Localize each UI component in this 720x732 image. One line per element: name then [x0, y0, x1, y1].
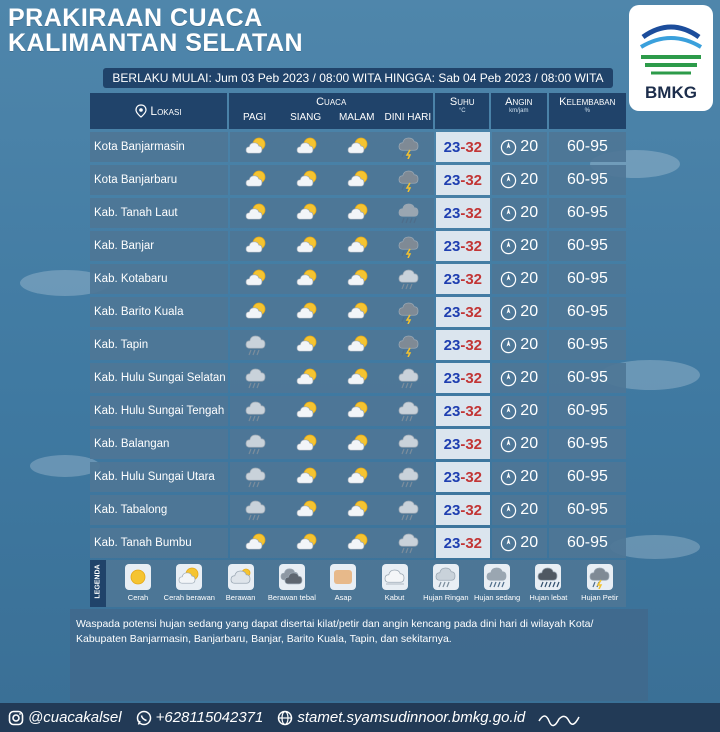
hujan-ringan-icon: [230, 429, 281, 459]
legend-item: [420, 564, 472, 602]
compass-icon: [500, 337, 517, 354]
cerah-berawan-icon: [230, 132, 281, 162]
table-row: [90, 297, 626, 327]
hujan-petir-icon: [383, 297, 434, 327]
hujan-ringan-icon: [230, 363, 281, 393]
location-name: Kab. Hulu Sungai Selatan: [90, 363, 228, 393]
cerah-berawan-icon: [281, 363, 332, 393]
temperature: 23 - 32: [436, 396, 489, 426]
humidity: 60-95: [549, 528, 626, 558]
cerah-berawan-icon: [281, 297, 332, 327]
temp-max: 32: [465, 468, 482, 486]
compass-icon: [500, 205, 517, 222]
temperature: 23 - 32: [436, 363, 489, 393]
hujan-ringan-icon: [383, 363, 434, 393]
whatsapp-number: +628115042371: [155, 709, 264, 726]
temp-min: 23: [443, 270, 461, 288]
validity-period: BERLAKU MULAI: Jum 03 Peb 2023 / 08:00 WITA HINGGA: Sab 04 Peb 2023 / 08:00 WITA: [103, 68, 613, 88]
legend-label: Hujan Ringan: [423, 593, 469, 602]
wind-speed: 20: [520, 204, 539, 221]
cerah-berawan-icon: [230, 231, 281, 261]
table-row: [90, 495, 626, 525]
wind: [492, 264, 547, 294]
header-cuaca: [229, 93, 433, 129]
location-name: Kab. Tanah Laut: [90, 198, 228, 228]
compass-icon: [500, 271, 517, 288]
header-lokasi: [90, 93, 227, 129]
wind: [492, 165, 547, 195]
hujan-sedang-icon: [484, 564, 510, 590]
humidity: 60-95: [549, 132, 626, 162]
temp-min: 23: [443, 171, 461, 189]
weather-cells: [230, 198, 434, 228]
wind: [492, 528, 547, 558]
wind: [492, 363, 547, 393]
bmkg-emblem-icon: [629, 5, 713, 85]
kabut-icon: [382, 564, 408, 590]
weather-cells: [230, 231, 434, 261]
cerah-berawan-icon: [230, 528, 281, 558]
wind-speed: 20: [520, 171, 539, 188]
cerah-berawan-icon: [281, 528, 332, 558]
header-lokasi-label: Lokasi: [150, 104, 182, 118]
cerah-berawan-icon: [332, 528, 383, 558]
wind-speed: 20: [520, 303, 539, 320]
header-kelembaban-unit: %: [584, 108, 590, 114]
hujan-ringan-icon: [383, 495, 434, 525]
temp-min: 23: [443, 501, 461, 519]
cerah-berawan-icon: [332, 198, 383, 228]
hujan-petir-icon: [383, 165, 434, 195]
header-cuaca-label: Cuaca: [316, 96, 347, 108]
compass-icon: [500, 139, 517, 156]
humidity: 60-95: [549, 165, 626, 195]
title-line-1: PRAKIRAAN CUACA: [8, 4, 263, 32]
humidity: 60-95: [549, 297, 626, 327]
temp-max: 32: [465, 138, 482, 156]
cerah-icon: [125, 564, 151, 590]
wind: [492, 330, 547, 360]
weather-cells: [230, 528, 434, 558]
weather-cells: [230, 396, 434, 426]
header-period-pagi: PAGI: [242, 112, 267, 123]
table-row: [90, 165, 626, 195]
wind: [492, 495, 547, 525]
temp-max: 32: [465, 501, 482, 519]
cerah-berawan-icon: [332, 495, 383, 525]
temp-min: 23: [443, 435, 461, 453]
wind-speed: 20: [520, 369, 539, 386]
wind: [492, 462, 547, 492]
wind: [492, 231, 547, 261]
table-header: [90, 93, 626, 129]
legend-tag: LEGENDA: [90, 560, 106, 607]
instagram-handle: @cuacakalsel: [28, 709, 122, 726]
legend-label: Kabut: [384, 593, 405, 602]
temperature: 23 - 32: [436, 264, 489, 294]
asap-icon: [330, 564, 356, 590]
temperature: 23 - 32: [436, 297, 489, 327]
header-angin-unit: km/jam: [509, 108, 529, 114]
compass-icon: [500, 502, 517, 519]
humidity: 60-95: [549, 231, 626, 261]
location-name: Kab. Banjar: [90, 231, 228, 261]
footer: [0, 703, 720, 732]
temp-max: 32: [465, 270, 482, 288]
wind-speed: 20: [520, 468, 539, 485]
hujan-petir-icon: [587, 564, 613, 590]
table-row: [90, 396, 626, 426]
weather-cells: [230, 363, 434, 393]
hujan-petir-icon: [383, 330, 434, 360]
cerah-berawan-icon: [230, 297, 281, 327]
hujan-ringan-icon: [230, 495, 281, 525]
forecast-table: [90, 93, 626, 558]
cerah-berawan-icon: [281, 330, 332, 360]
temperature: 23 - 32: [436, 132, 489, 162]
hujan-ringan-icon: [383, 396, 434, 426]
globe-icon: [277, 710, 293, 726]
table-row: [90, 132, 626, 162]
header-kelembaban-label: Kelembaban: [559, 96, 616, 108]
hujan-lebat-icon: [535, 564, 561, 590]
legend-label: Asap: [334, 593, 352, 602]
humidity: 60-95: [549, 396, 626, 426]
weather-cells: [230, 264, 434, 294]
temp-min: 23: [443, 468, 461, 486]
weather-cells: [230, 495, 434, 525]
legend-label: Cerah berawan: [163, 593, 215, 602]
table-row: [90, 198, 626, 228]
legend-item: [369, 564, 421, 602]
signature-icon: [537, 709, 581, 727]
wind-speed: 20: [520, 534, 539, 551]
hujan-ringan-icon: [230, 462, 281, 492]
location-name: Kab. Hulu Sungai Utara: [90, 462, 228, 492]
legend-item: [471, 564, 523, 602]
hujan-ringan-icon: [383, 264, 434, 294]
compass-icon: [500, 172, 517, 189]
header-period-malam: MALAM: [338, 112, 375, 123]
wind-speed: 20: [520, 402, 539, 419]
hujan-ringan-icon: [383, 462, 434, 492]
location-name: Kota Banjarbaru: [90, 165, 228, 195]
temperature: 23 - 32: [436, 330, 489, 360]
temp-max: 32: [465, 204, 482, 222]
cerah-berawan-icon: [176, 564, 202, 590]
table-row: [90, 231, 626, 261]
legend-label: Hujan lebat: [529, 593, 568, 602]
hujan-ringan-icon: [433, 564, 459, 590]
humidity: 60-95: [549, 363, 626, 393]
temp-min: 23: [443, 534, 461, 552]
temp-max: 32: [465, 534, 482, 552]
instagram-contact[interactable]: [8, 709, 122, 726]
cerah-berawan-icon: [281, 429, 332, 459]
berawan-tebal-icon: [279, 564, 305, 590]
header-suhu: [435, 93, 489, 129]
cerah-berawan-icon: [332, 165, 383, 195]
whatsapp-contact[interactable]: [136, 709, 264, 726]
temp-min: 23: [443, 369, 461, 387]
warning-note: Waspada potensi hujan sedang yang dapat disertai kilat/petir dan angin kencang pada dini hari di wilayah Kota/ Kabupaten Banjarmasin, Banjarbaru, Banjar, Barito Kuala, Tapin, dan sekitarnya.: [70, 609, 648, 701]
cerah-berawan-icon: [332, 231, 383, 261]
temp-min: 23: [443, 303, 461, 321]
wind-speed: 20: [520, 270, 539, 287]
cerah-berawan-icon: [281, 264, 332, 294]
logo-text: BMKG: [645, 83, 697, 102]
legend-label: Berawan: [225, 593, 256, 602]
title-line-2: KALIMANTAN SELATAN: [8, 29, 304, 57]
humidity: 60-95: [549, 198, 626, 228]
location-name: Kota Banjarmasin: [90, 132, 228, 162]
compass-icon: [500, 535, 517, 552]
temp-max: 32: [465, 303, 482, 321]
cerah-berawan-icon: [281, 231, 332, 261]
temperature: 23 - 32: [436, 462, 489, 492]
cerah-berawan-icon: [332, 363, 383, 393]
cerah-berawan-icon: [230, 165, 281, 195]
header-period-dini-hari: DINI HARI: [384, 112, 432, 123]
legend-label: Hujan Petir: [581, 593, 619, 602]
legend-label: Hujan sedang: [473, 593, 521, 602]
humidity: 60-95: [549, 462, 626, 492]
temp-max: 32: [465, 171, 482, 189]
temp-max: 32: [465, 402, 482, 420]
location-name: Kab. Balangan: [90, 429, 228, 459]
compass-icon: [500, 403, 517, 420]
compass-icon: [500, 304, 517, 321]
weather-cells: [230, 165, 434, 195]
compass-icon: [500, 436, 517, 453]
weather-cells: [230, 132, 434, 162]
compass-icon: [500, 238, 517, 255]
berawan-icon: [228, 564, 254, 590]
hujan-sedang-icon: [383, 198, 434, 228]
temperature: 23 - 32: [436, 198, 489, 228]
location-name: Kab. Tapin: [90, 330, 228, 360]
table-row: [90, 462, 626, 492]
cerah-berawan-icon: [332, 264, 383, 294]
cerah-berawan-icon: [332, 297, 383, 327]
hujan-ringan-icon: [383, 528, 434, 558]
cerah-berawan-icon: [281, 462, 332, 492]
temp-max: 32: [465, 237, 482, 255]
hujan-ringan-icon: [383, 429, 434, 459]
temp-max: 32: [465, 435, 482, 453]
whatsapp-icon: [136, 710, 152, 726]
temperature: 23 - 32: [436, 528, 489, 558]
header-angin-label: Angin: [505, 96, 533, 108]
legend-item: [163, 564, 215, 602]
instagram-icon: [8, 710, 24, 726]
wind: [492, 198, 547, 228]
humidity: 60-95: [549, 264, 626, 294]
wind-speed: 20: [520, 501, 539, 518]
hujan-ringan-icon: [230, 330, 281, 360]
location-name: Kab. Tabalong: [90, 495, 228, 525]
cerah-berawan-icon: [230, 198, 281, 228]
table-row: [90, 429, 626, 459]
temperature: 23 - 32: [436, 165, 489, 195]
legend-item: [317, 564, 369, 602]
cerah-berawan-icon: [281, 198, 332, 228]
wind-speed: 20: [520, 237, 539, 254]
location-name: Kab. Tanah Bumbu: [90, 528, 228, 558]
temperature: 23 - 32: [436, 429, 489, 459]
legend-item: [574, 564, 626, 602]
cerah-berawan-icon: [281, 165, 332, 195]
legend-item: [266, 564, 318, 602]
temperature: 23 - 32: [436, 495, 489, 525]
weather-cells: [230, 462, 434, 492]
wind: [492, 429, 547, 459]
compass-icon: [500, 370, 517, 387]
cerah-berawan-icon: [332, 429, 383, 459]
table-body: [90, 132, 626, 558]
header-suhu-unit: °C: [458, 108, 466, 114]
cerah-berawan-icon: [332, 396, 383, 426]
temperature: 23 - 32: [436, 231, 489, 261]
humidity: 60-95: [549, 330, 626, 360]
temp-min: 23: [443, 336, 461, 354]
wind-speed: 20: [520, 138, 539, 155]
hujan-ringan-icon: [230, 396, 281, 426]
legend-label: Berawan tebal: [267, 593, 316, 602]
wind: [492, 132, 547, 162]
table-row: [90, 363, 626, 393]
weather-cells: [230, 429, 434, 459]
table-row: [90, 528, 626, 558]
wind: [492, 297, 547, 327]
weather-cells: [230, 330, 434, 360]
legend-item: [112, 564, 164, 602]
wind-speed: 20: [520, 336, 539, 353]
header-suhu-label: Suhu: [449, 96, 475, 108]
temp-min: 23: [443, 402, 461, 420]
temp-min: 23: [443, 204, 461, 222]
location-name: Kab. Kotabaru: [90, 264, 228, 294]
legend-item: [522, 564, 574, 602]
location-pin-icon: [135, 104, 147, 118]
cerah-berawan-icon: [332, 132, 383, 162]
cerah-berawan-icon: [281, 132, 332, 162]
wind: [492, 396, 547, 426]
cerah-berawan-icon: [332, 462, 383, 492]
cerah-berawan-icon: [332, 330, 383, 360]
bmkg-logo: [629, 5, 713, 111]
page-title: [8, 6, 303, 56]
temp-max: 32: [465, 369, 482, 387]
hujan-petir-icon: [383, 132, 434, 162]
website-link[interactable]: [277, 709, 525, 726]
header-angin: [491, 93, 547, 129]
cerah-berawan-icon: [230, 264, 281, 294]
legend: [90, 560, 626, 607]
temp-min: 23: [443, 237, 461, 255]
legend-label: Cerah: [127, 593, 149, 602]
temp-min: 23: [443, 138, 461, 156]
cerah-berawan-icon: [281, 396, 332, 426]
website-url: stamet.syamsudinnoor.bmkg.go.id: [297, 709, 526, 726]
hujan-petir-icon: [383, 231, 434, 261]
header-period-siang: SIANG: [290, 112, 322, 123]
location-name: Kab. Hulu Sungai Tengah: [90, 396, 228, 426]
location-name: Kab. Barito Kuala: [90, 297, 228, 327]
humidity: 60-95: [549, 495, 626, 525]
temp-max: 32: [465, 336, 482, 354]
weather-cells: [230, 297, 434, 327]
cerah-berawan-icon: [281, 495, 332, 525]
wind-speed: 20: [520, 435, 539, 452]
humidity: 60-95: [549, 429, 626, 459]
header-kelembaban: [549, 93, 626, 129]
table-row: [90, 264, 626, 294]
legend-item: [215, 564, 267, 602]
compass-icon: [500, 469, 517, 486]
table-row: [90, 330, 626, 360]
